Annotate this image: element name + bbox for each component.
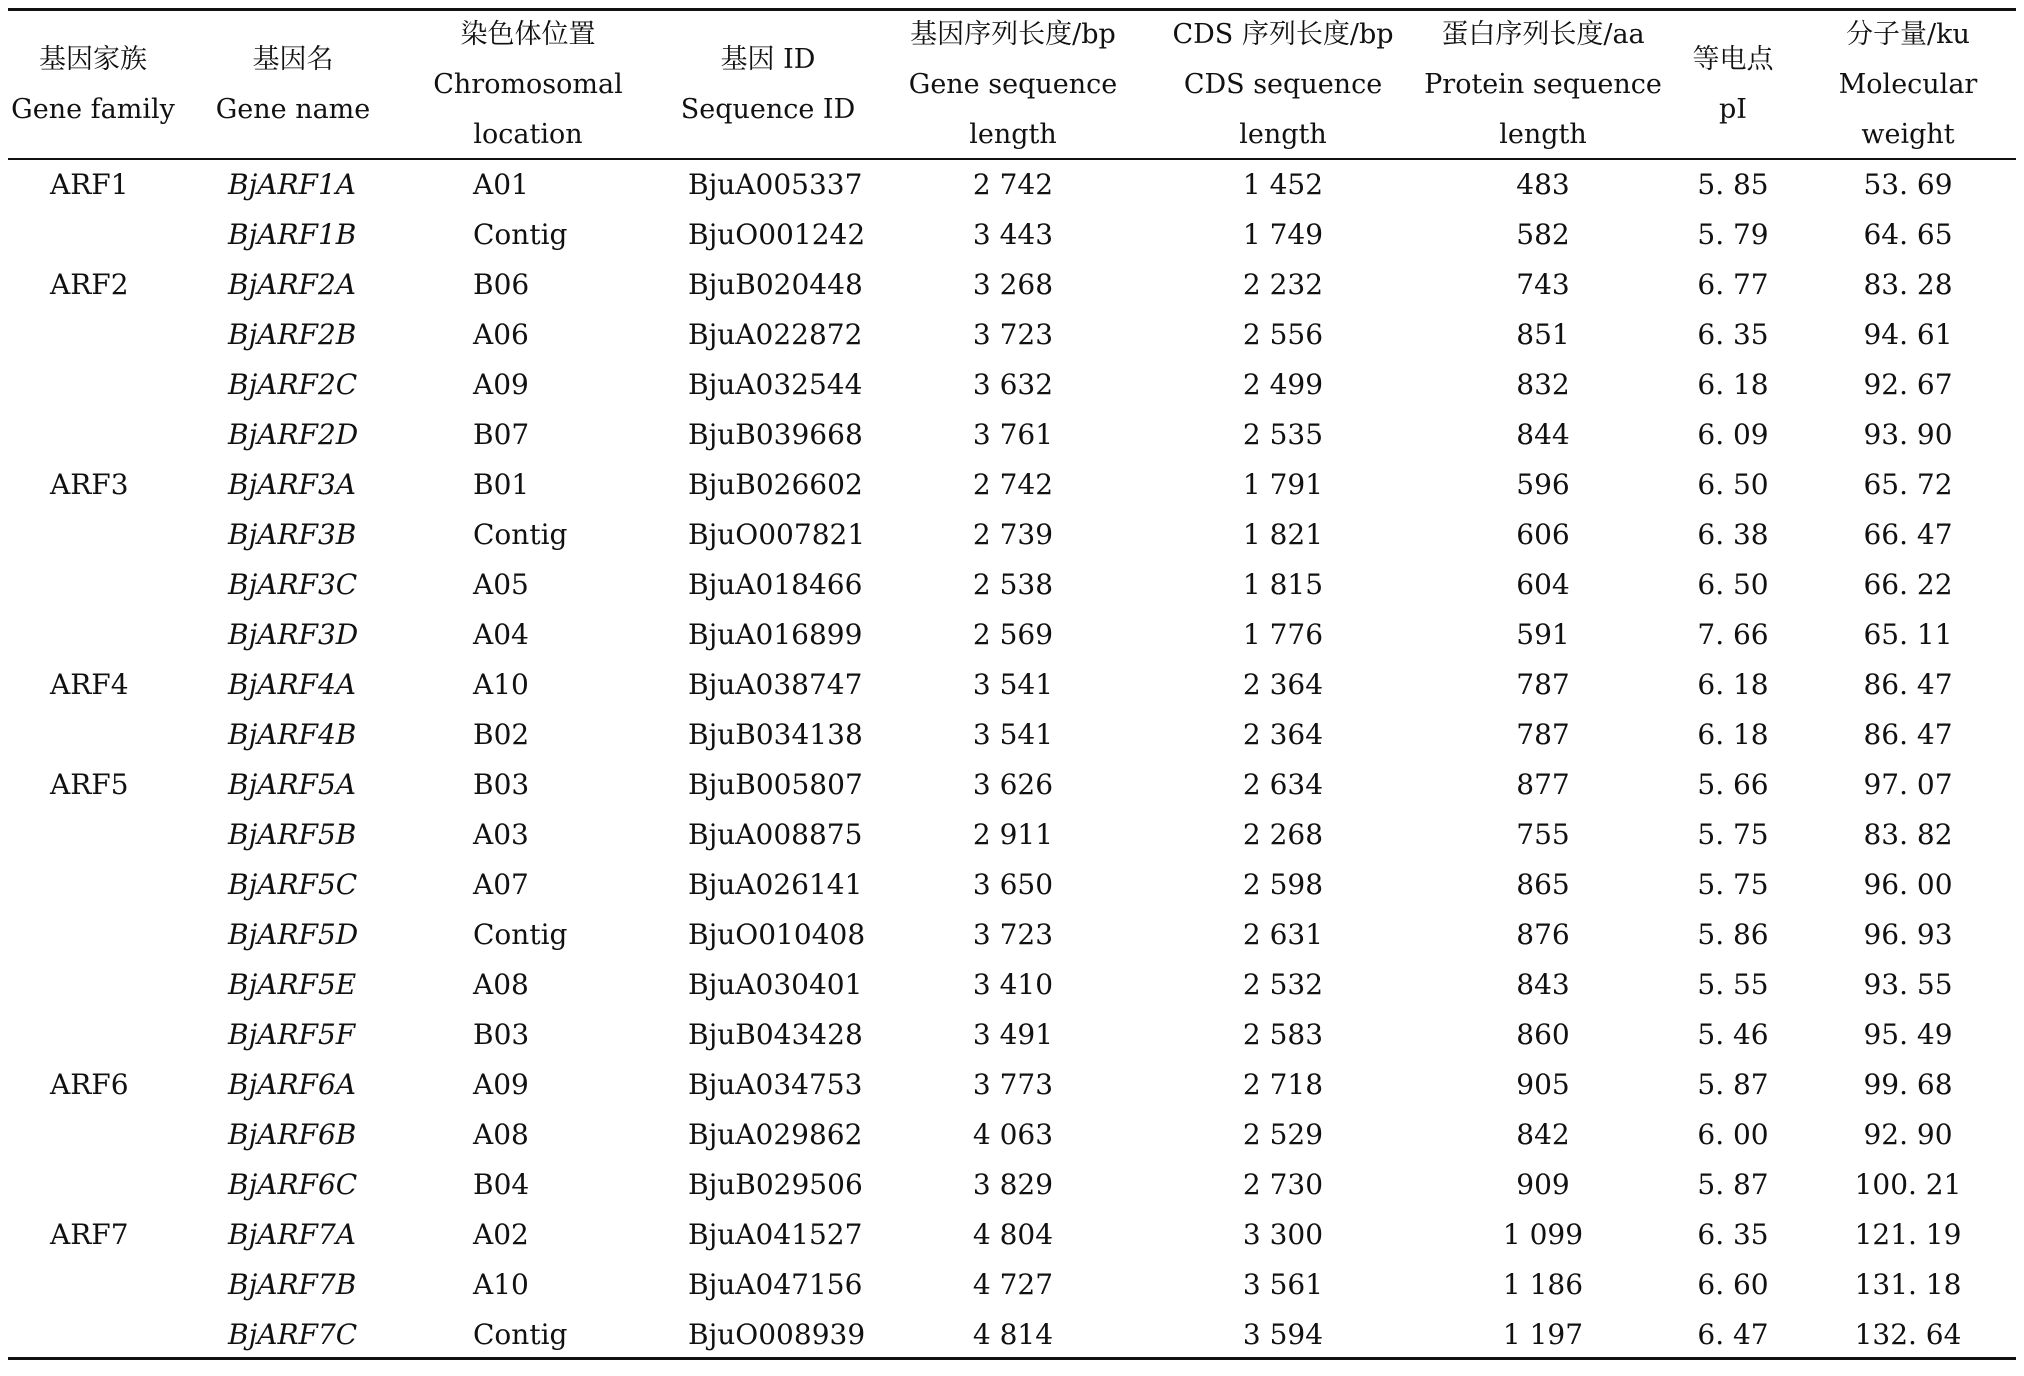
gene-name-cell: BjARF2A [228, 268, 357, 301]
pi-cell: 5. 87 [1697, 1168, 1769, 1201]
table-row [8, 960, 2016, 1010]
gene-family-cell: ARF4 [50, 668, 129, 701]
table-row [8, 810, 2016, 860]
gene-name-cell: BjARF5A [228, 768, 357, 801]
pi-cell: 6. 35 [1697, 318, 1769, 351]
cds-length-cell: 2 598 [1242, 868, 1324, 901]
table-row [8, 1010, 2016, 1060]
cds-length-cell: 2 364 [1242, 718, 1324, 751]
cds-length-cell: 2 730 [1242, 1168, 1324, 1201]
molecular-weight-cell: 96. 93 [1863, 918, 1953, 951]
cds-length-cell: 1 791 [1242, 468, 1324, 501]
table-row [8, 1310, 2016, 1360]
sequence-id-cell: BjuA030401 [688, 968, 863, 1001]
sequence-id-cell: BjuA026141 [688, 868, 863, 901]
gene-name-cell: BjARF5B [228, 818, 357, 851]
gene-name-cell: BjARF5E [228, 968, 357, 1001]
gene-family-cell [30, 410, 170, 460]
cds-length-cell: 1 821 [1242, 518, 1324, 551]
gene-name-cell: BjARF3D [228, 618, 359, 651]
header-line: 基因 ID [720, 43, 816, 75]
gene-family-cell [30, 860, 170, 910]
header-gene-family [8, 11, 178, 158]
pi-cell: 5. 87 [1697, 1068, 1769, 1101]
gene-family-cell [30, 360, 170, 410]
protein-length-cell: 596 [1516, 468, 1570, 501]
chromosome-cell: A03 [473, 818, 529, 851]
sequence-id-cell: BjuA038747 [688, 668, 863, 701]
molecular-weight-cell: 97. 07 [1863, 768, 1953, 801]
gene-name-cell: BjARF5F [228, 1018, 356, 1051]
chromosome-cell: A01 [473, 168, 529, 201]
protein-length-cell: 1 197 [1502, 1318, 1584, 1351]
gene-length-cell: 3 773 [972, 1068, 1054, 1101]
table-row [8, 410, 2016, 460]
header-line: 基因序列长度/bp [910, 18, 1116, 50]
protein-length-cell: 755 [1516, 818, 1570, 851]
gene-name-cell: BjARF3C [228, 568, 358, 601]
gene-length-cell: 2 538 [972, 568, 1054, 601]
gene-length-cell: 2 911 [972, 818, 1054, 851]
header-line: pI [1719, 93, 1747, 125]
header-chromosomal-location [428, 11, 628, 158]
pi-cell: 5. 75 [1697, 868, 1769, 901]
cds-length-cell: 1 452 [1242, 168, 1324, 201]
gene-family-cell: ARF3 [50, 468, 129, 501]
protein-length-cell: 582 [1516, 218, 1570, 251]
molecular-weight-cell: 92. 90 [1863, 1118, 1953, 1151]
chromosome-cell: Contig [473, 518, 568, 551]
table-row [8, 560, 2016, 610]
header-line: CDS 序列长度/bp [1172, 18, 1394, 50]
table-row [8, 160, 2016, 210]
gene-length-cell: 2 742 [972, 168, 1054, 201]
pi-cell: 5. 55 [1697, 968, 1769, 1001]
sequence-id-cell: BjuA016899 [688, 618, 863, 651]
gene-length-cell: 2 742 [972, 468, 1054, 501]
header-line: Gene name [215, 93, 371, 125]
molecular-weight-cell: 96. 00 [1863, 868, 1953, 901]
header-line: Chromosomal [433, 68, 623, 100]
gene-family-cell [30, 510, 170, 560]
pi-cell: 5. 75 [1697, 818, 1769, 851]
molecular-weight-cell: 100. 21 [1854, 1168, 1962, 1201]
cds-length-cell: 2 529 [1242, 1118, 1324, 1151]
sequence-id-cell: BjuA022872 [688, 318, 863, 351]
sequence-id-cell: BjuA032544 [688, 368, 863, 401]
sequence-id-cell: BjuB039668 [688, 418, 863, 451]
molecular-weight-cell: 86. 47 [1863, 668, 1953, 701]
gene-family-cell [30, 310, 170, 360]
table-row [8, 510, 2016, 560]
gene-family-cell: ARF2 [50, 268, 129, 301]
chromosome-cell: A06 [473, 318, 529, 351]
gene-length-cell: 4 063 [972, 1118, 1054, 1151]
gene-name-cell: BjARF6C [228, 1168, 358, 1201]
sequence-id-cell: BjuB026602 [688, 468, 863, 501]
chromosome-cell: Contig [473, 918, 568, 951]
sequence-id-cell: BjuB005807 [688, 768, 863, 801]
molecular-weight-cell: 95. 49 [1863, 1018, 1953, 1051]
sequence-id-cell: BjuO010408 [688, 918, 866, 951]
sequence-id-cell: BjuB034138 [688, 718, 863, 751]
table-row [8, 210, 2016, 260]
sequence-id-cell: BjuA029862 [688, 1118, 863, 1151]
gene-name-cell: BjARF4A [228, 668, 357, 701]
header-sequence-id [668, 11, 868, 158]
pi-cell: 6. 60 [1697, 1268, 1769, 1301]
pi-cell: 6. 47 [1697, 1318, 1769, 1351]
table-row [8, 310, 2016, 360]
molecular-weight-cell: 99. 68 [1863, 1068, 1953, 1101]
cds-length-cell: 2 268 [1242, 818, 1324, 851]
pi-cell: 5. 86 [1697, 918, 1769, 951]
table-row [8, 610, 2016, 660]
molecular-weight-cell: 131. 18 [1854, 1268, 1962, 1301]
table-row [8, 1210, 2016, 1260]
molecular-weight-cell: 86. 47 [1863, 718, 1953, 751]
pi-cell: 6. 18 [1697, 668, 1769, 701]
header-line: Gene family [11, 93, 175, 125]
pi-cell: 6. 50 [1697, 568, 1769, 601]
gene-length-cell: 3 541 [972, 668, 1054, 701]
sequence-id-cell: BjuB029506 [688, 1168, 863, 1201]
gene-family-cell [30, 1010, 170, 1060]
gene-length-cell: 3 829 [972, 1168, 1054, 1201]
chromosome-cell: A10 [473, 1268, 529, 1301]
gene-length-cell: 3 626 [972, 768, 1054, 801]
pi-cell: 6. 00 [1697, 1118, 1769, 1151]
protein-length-cell: 843 [1516, 968, 1570, 1001]
header-line: 基因名 [252, 43, 334, 75]
header-line: Sequence ID [680, 93, 856, 125]
gene-length-cell: 2 569 [972, 618, 1054, 651]
protein-length-cell: 743 [1516, 268, 1570, 301]
gene-length-cell: 4 804 [972, 1218, 1054, 1251]
gene-length-cell: 3 491 [972, 1018, 1054, 1051]
chromosome-cell: B06 [473, 268, 530, 301]
gene-length-cell: 3 723 [972, 918, 1054, 951]
molecular-weight-cell: 65. 72 [1863, 468, 1953, 501]
protein-length-cell: 851 [1516, 318, 1570, 351]
protein-length-cell: 1 099 [1502, 1218, 1584, 1251]
sequence-id-cell: BjuO008939 [688, 1318, 866, 1351]
table-header [8, 11, 2016, 158]
cds-length-cell: 2 499 [1242, 368, 1324, 401]
pi-cell: 6. 38 [1697, 518, 1769, 551]
sequence-id-cell: BjuA034753 [688, 1068, 863, 1101]
cds-length-cell: 1 749 [1242, 218, 1324, 251]
molecular-weight-cell: 66. 22 [1863, 568, 1953, 601]
gene-name-cell: BjARF6B [228, 1118, 357, 1151]
gene-family-cell: ARF7 [50, 1218, 129, 1251]
gene-name-cell: BjARF7C [228, 1318, 358, 1351]
cds-length-cell: 1 815 [1242, 568, 1324, 601]
gene-length-cell: 3 761 [972, 418, 1054, 451]
gene-length-cell: 3 632 [972, 368, 1054, 401]
chromosome-cell: B03 [473, 1018, 530, 1051]
cds-length-cell: 2 556 [1242, 318, 1324, 351]
header-line: Gene sequence [908, 68, 1118, 100]
gene-name-cell: BjARF7A [228, 1218, 357, 1251]
table-row [8, 860, 2016, 910]
gene-name-cell: BjARF4B [228, 718, 357, 751]
gene-name-cell: BjARF1B [228, 218, 357, 251]
table-row [8, 1060, 2016, 1110]
sequence-id-cell: BjuA005337 [688, 168, 863, 201]
molecular-weight-cell: 94. 61 [1863, 318, 1953, 351]
sequence-id-cell: BjuO001242 [688, 218, 866, 251]
pi-cell: 5. 79 [1697, 218, 1769, 251]
chromosome-cell: A09 [473, 1068, 529, 1101]
gene-name-cell: BjARF1A [228, 168, 357, 201]
protein-length-cell: 876 [1516, 918, 1570, 951]
header-molecular-weight [1823, 11, 1993, 158]
table-row [8, 1110, 2016, 1160]
header-line: length [1239, 118, 1327, 150]
protein-length-cell: 606 [1516, 518, 1570, 551]
gene-length-cell: 3 541 [972, 718, 1054, 751]
cds-length-cell: 1 776 [1242, 618, 1324, 651]
pi-cell: 7. 66 [1697, 618, 1769, 651]
cds-length-cell: 2 532 [1242, 968, 1324, 1001]
pi-cell: 6. 50 [1697, 468, 1769, 501]
protein-length-cell: 1 186 [1502, 1268, 1584, 1301]
molecular-weight-cell: 93. 90 [1863, 418, 1953, 451]
header-gene-name [198, 11, 388, 158]
pi-cell: 6. 18 [1697, 718, 1769, 751]
chromosome-cell: Contig [473, 1318, 568, 1351]
protein-length-cell: 865 [1516, 868, 1570, 901]
cds-length-cell: 2 232 [1242, 268, 1324, 301]
protein-length-cell: 483 [1516, 168, 1570, 201]
molecular-weight-cell: 92. 67 [1863, 368, 1953, 401]
table-row [8, 660, 2016, 710]
gene-name-cell: BjARF2D [228, 418, 359, 451]
chromosome-cell: A09 [473, 368, 529, 401]
header-gene-sequence-length [898, 11, 1128, 158]
protein-length-cell: 604 [1516, 568, 1570, 601]
protein-length-cell: 787 [1516, 718, 1570, 751]
pi-cell: 6. 35 [1697, 1218, 1769, 1251]
chromosome-cell: A02 [473, 1218, 529, 1251]
gene-family-cell [30, 810, 170, 860]
pi-cell: 5. 66 [1697, 768, 1769, 801]
cds-length-cell: 2 634 [1242, 768, 1324, 801]
protein-length-cell: 877 [1516, 768, 1570, 801]
molecular-weight-cell: 132. 64 [1854, 1318, 1962, 1351]
cds-length-cell: 2 718 [1242, 1068, 1324, 1101]
gene-family-cell [30, 960, 170, 1010]
gene-family-cell [30, 910, 170, 960]
protein-length-cell: 905 [1516, 1068, 1570, 1101]
chromosome-cell: B03 [473, 768, 530, 801]
header-line: 分子量/ku [1846, 18, 1970, 50]
chromosome-cell: A10 [473, 668, 529, 701]
table-row [8, 710, 2016, 760]
molecular-weight-cell: 93. 55 [1863, 968, 1953, 1001]
sequence-id-cell: BjuA008875 [688, 818, 863, 851]
table-row [8, 1160, 2016, 1210]
chromosome-cell: Contig [473, 218, 568, 251]
header-protein-sequence-length [1423, 11, 1663, 158]
protein-length-cell: 832 [1516, 368, 1570, 401]
gene-name-cell: BjARF7B [228, 1268, 357, 1301]
gene-family-cell [30, 1110, 170, 1160]
sequence-id-cell: BjuA041527 [688, 1218, 863, 1251]
gene-length-cell: 3 268 [972, 268, 1054, 301]
chromosome-cell: A07 [473, 868, 529, 901]
chromosome-cell: A08 [473, 968, 529, 1001]
header-pi [1668, 11, 1798, 158]
table-row [8, 760, 2016, 810]
gene-family-cell [30, 210, 170, 260]
gene-family-cell: ARF6 [50, 1068, 129, 1101]
sequence-id-cell: BjuB043428 [688, 1018, 863, 1051]
table-row [8, 360, 2016, 410]
chromosome-cell: B04 [473, 1168, 530, 1201]
molecular-weight-cell: 83. 28 [1863, 268, 1953, 301]
sequence-id-cell: BjuA047156 [688, 1268, 863, 1301]
header-line: 蛋白序列长度/aa [1441, 18, 1645, 50]
header-line: 基因家族 [39, 43, 147, 75]
header-line: weight [1861, 118, 1955, 150]
gene-name-cell: BjARF3B [228, 518, 357, 551]
molecular-weight-cell: 53. 69 [1863, 168, 1953, 201]
header-line: Molecular [1838, 68, 1978, 100]
molecular-weight-cell: 64. 65 [1863, 218, 1953, 251]
chromosome-cell: A04 [473, 618, 529, 651]
gene-length-cell: 4 814 [972, 1318, 1054, 1351]
chromosome-cell: B02 [473, 718, 530, 751]
gene-name-cell: BjARF2B [228, 318, 357, 351]
table-row [8, 910, 2016, 960]
cds-length-cell: 3 561 [1242, 1268, 1324, 1301]
gene-length-cell: 3 650 [972, 868, 1054, 901]
header-line: length [969, 118, 1057, 150]
gene-family-cell [30, 610, 170, 660]
molecular-weight-cell: 121. 19 [1854, 1218, 1962, 1251]
header-line: length [1499, 118, 1587, 150]
header-line: Protein sequence [1424, 68, 1662, 100]
header-line: 染色体位置 [460, 18, 596, 50]
gene-length-cell: 3 723 [972, 318, 1054, 351]
chromosome-cell: B07 [473, 418, 530, 451]
sequence-id-cell: BjuO007821 [688, 518, 866, 551]
gene-family-cell [30, 560, 170, 610]
table-row [8, 260, 2016, 310]
protein-length-cell: 787 [1516, 668, 1570, 701]
gene-family-cell [30, 1160, 170, 1210]
molecular-weight-cell: 83. 82 [1863, 818, 1953, 851]
table-bottom-rule [8, 1357, 2016, 1360]
gene-family-cell: ARF5 [50, 768, 129, 801]
chromosome-cell: A05 [473, 568, 529, 601]
protein-length-cell: 844 [1516, 418, 1570, 451]
header-line: 等电点 [1692, 43, 1774, 75]
protein-length-cell: 909 [1516, 1168, 1570, 1201]
gene-length-cell: 4 727 [972, 1268, 1054, 1301]
pi-cell: 5. 85 [1697, 168, 1769, 201]
header-line: location [473, 118, 583, 150]
sequence-id-cell: BjuA018466 [688, 568, 863, 601]
cds-length-cell: 2 364 [1242, 668, 1324, 701]
cds-length-cell: 2 535 [1242, 418, 1324, 451]
gene-name-cell: BjARF5C [228, 868, 358, 901]
gene-name-cell: BjARF2C [228, 368, 358, 401]
pi-cell: 6. 77 [1697, 268, 1769, 301]
gene-length-cell: 3 443 [972, 218, 1054, 251]
gene-length-cell: 3 410 [972, 968, 1054, 1001]
gene-family-cell: ARF1 [50, 168, 129, 201]
pi-cell: 5. 46 [1697, 1018, 1769, 1051]
gene-family-cell [30, 1260, 170, 1310]
protein-length-cell: 591 [1516, 618, 1570, 651]
gene-name-cell: BjARF3A [228, 468, 357, 501]
gene-length-cell: 2 739 [972, 518, 1054, 551]
cds-length-cell: 2 631 [1242, 918, 1324, 951]
cds-length-cell: 3 300 [1242, 1218, 1324, 1251]
table-row [8, 1260, 2016, 1310]
gene-name-cell: BjARF6A [228, 1068, 357, 1101]
molecular-weight-cell: 66. 47 [1863, 518, 1953, 551]
pi-cell: 6. 18 [1697, 368, 1769, 401]
sequence-id-cell: BjuB020448 [688, 268, 863, 301]
gene-family-cell [30, 710, 170, 760]
header-cds-sequence-length [1163, 11, 1403, 158]
table-row [8, 460, 2016, 510]
protein-length-cell: 860 [1516, 1018, 1570, 1051]
header-line: CDS sequence [1183, 68, 1383, 100]
cds-length-cell: 2 583 [1242, 1018, 1324, 1051]
molecular-weight-cell: 65. 11 [1863, 618, 1953, 651]
protein-length-cell: 842 [1516, 1118, 1570, 1151]
cds-length-cell: 3 594 [1242, 1318, 1324, 1351]
gene-name-cell: BjARF5D [228, 918, 359, 951]
chromosome-cell: B01 [473, 468, 530, 501]
pi-cell: 6. 09 [1697, 418, 1769, 451]
chromosome-cell: A08 [473, 1118, 529, 1151]
gene-family-cell [30, 1310, 170, 1360]
